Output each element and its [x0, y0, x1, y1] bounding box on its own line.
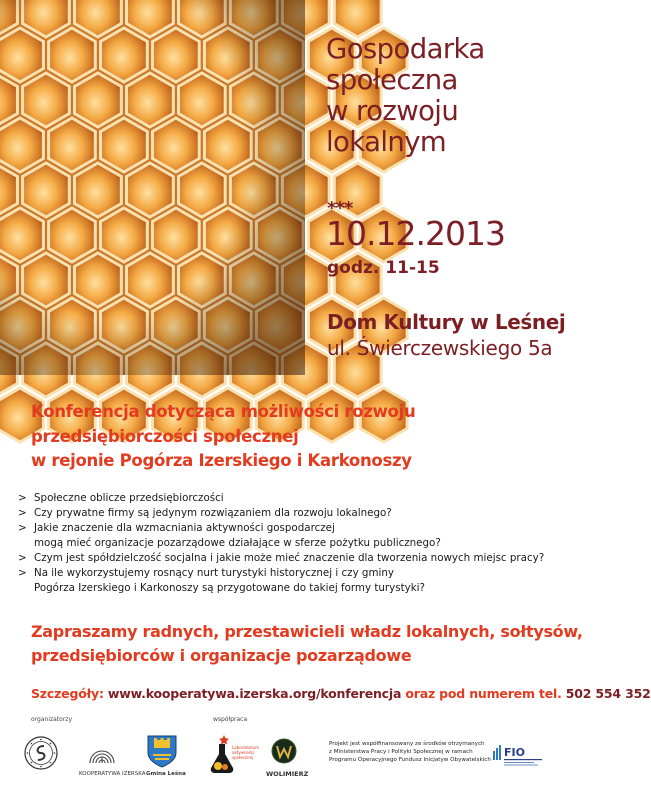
question-text: Czym jest spółdzielczość socjalna i jakie może mieć znaczenie dla tworzenia nowych miejsc pracy?	[34, 552, 545, 564]
honeycomb-photo	[0, 0, 305, 375]
conference-line: Konferencja dotycząca możliwości rozwoju	[31, 402, 416, 421]
gmina-caption: Gmina Leśna	[146, 771, 186, 777]
project-funding-note	[329, 740, 489, 764]
laboratory-logo	[209, 730, 259, 776]
title-line: w rozwoju	[326, 95, 459, 127]
title-line: lokalnym	[326, 126, 447, 158]
invitation-text	[31, 620, 583, 668]
fio-logo	[492, 742, 544, 768]
conference-line: w rejonie Pogórza Izerskiego i Karkonoszy	[31, 451, 412, 470]
invitation-line: przedsiębiorców i organizacje pozarządowe	[31, 646, 412, 665]
bullet-marker: >	[18, 567, 27, 579]
honeycomb-cell	[334, 0, 381, 37]
bullet-marker: >	[18, 522, 27, 534]
kooperatywa-caption: KOOPERATYWA IZERSKA	[79, 771, 146, 777]
question-text: mogą mieć organizacje pozarządowe działające w sferze pożytku publicznego?	[34, 537, 441, 549]
invitation-line: Zapraszamy radnych, przestawicieli władz lokalnych, sołtysów,	[31, 622, 583, 641]
fio-logo-text: FIO	[504, 746, 525, 759]
list-item	[18, 506, 558, 521]
list-item	[18, 491, 558, 506]
details-middle-text: oraz pod numerem tel.	[405, 686, 562, 701]
question-text: Jakie znaczenie dla wzmacniania aktywności gospodarczej	[34, 522, 335, 534]
kooperatywa-labyrinth-logo	[86, 735, 118, 767]
conference-heading	[31, 400, 551, 474]
bullet-marker: >	[18, 507, 27, 519]
questions-list	[18, 491, 558, 596]
svg-text:Laboratorium: Laboratorium	[232, 745, 259, 750]
wolimierz-logo	[271, 738, 297, 764]
bullet-marker: >	[18, 552, 27, 564]
project-line: Projekt jest współfinansowany ze środków otrzymanych	[329, 741, 485, 747]
cooperation-label: współpraca	[213, 716, 248, 723]
details-line	[31, 686, 651, 701]
event-title	[326, 34, 556, 158]
seal-logo	[24, 736, 58, 770]
list-item	[18, 566, 558, 596]
event-hours: godz. 11-15	[327, 258, 440, 278]
organizers-label: organizatorzy	[31, 716, 73, 723]
question-text: Czy prywatne firmy są jedynym rozwiązaniem dla rozwoju lokalnego?	[34, 507, 392, 519]
details-label: Szczegóły:	[31, 686, 104, 701]
svg-text:społecznej: społecznej	[232, 755, 254, 760]
honeycomb-image	[0, 0, 305, 375]
question-text: Pogórza Izerskiego i Karkonoszy są przygotowane do takiej formy turystyki?	[34, 582, 425, 594]
gmina-lesna-coat-of-arms	[145, 733, 179, 769]
details-url-link[interactable]: www.kooperatywa.izerska.org/konferencja	[107, 686, 402, 701]
conference-line: przedsiębiorczości społecznej	[31, 426, 299, 446]
svg-text:aktywności: aktywności	[232, 750, 255, 755]
title-line: Gospodarka	[326, 33, 485, 65]
wolimierz-caption: WOLIMIERZ	[266, 770, 309, 778]
question-text: Społeczne oblicze przedsiębiorczości	[34, 492, 224, 504]
event-date: 10.12.2013	[326, 214, 505, 253]
bullet-marker: >	[18, 492, 27, 504]
question-text: Na ile wykorzystujemy rosnący nurt turystyki historycznej i czy gminy	[34, 567, 394, 579]
details-phone: 502 554 352	[565, 686, 651, 701]
project-line: z Ministerstwa Pracy i Polityki Społecznej w ramach	[329, 749, 473, 755]
list-item	[18, 521, 558, 551]
separator-stars: ***	[327, 198, 353, 219]
list-item	[18, 551, 558, 566]
event-venue: Dom Kultury w Leśnej	[327, 310, 566, 334]
event-street: ul. Świerczewskiego 5a	[327, 336, 553, 360]
title-line: społeczna	[326, 64, 458, 96]
project-line: Programu Operacyjnego Fundusz Inicjatyw Obywatelskich	[329, 757, 491, 763]
